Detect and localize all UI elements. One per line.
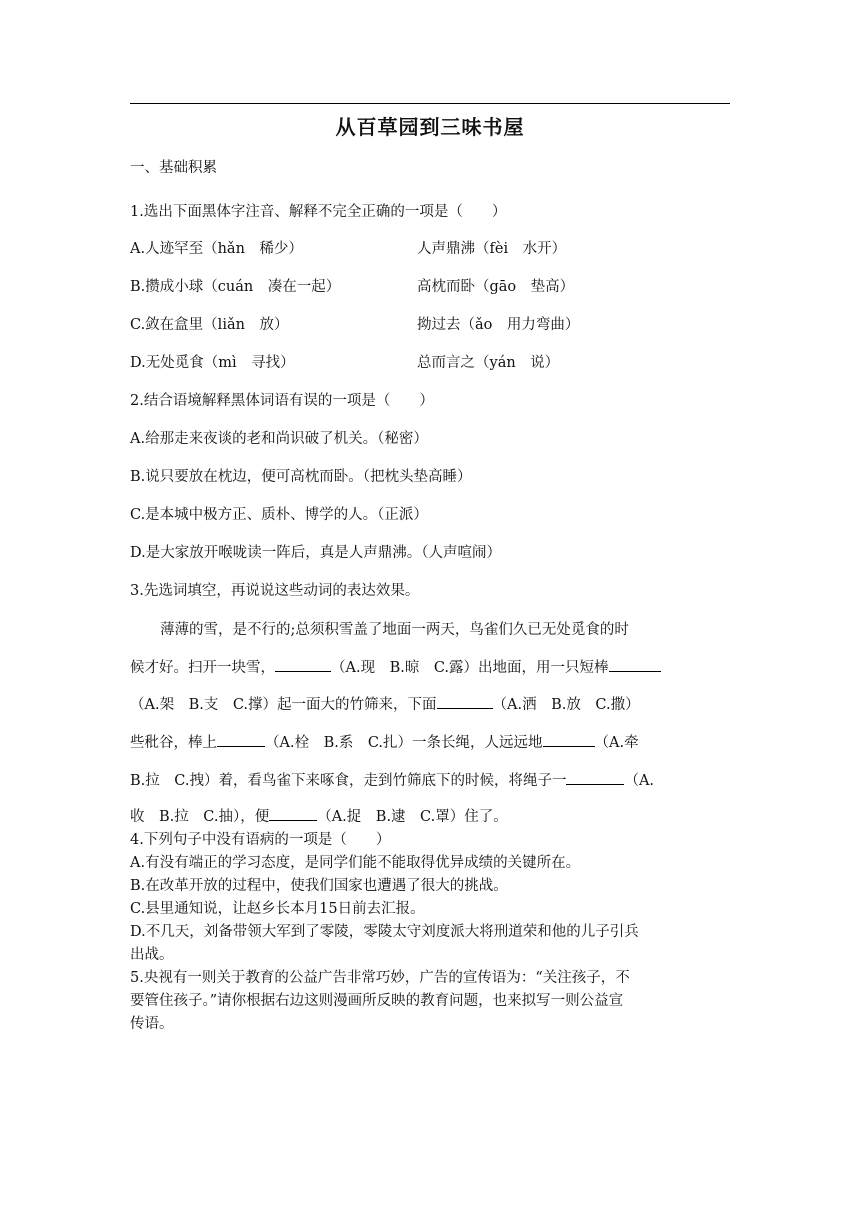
question-5-line-1: 5.央视有一则关于教育的公益广告非常巧妙，广告的宣传语为：“关注孩子，不	[130, 970, 630, 986]
fill-blank[interactable]	[437, 694, 493, 709]
question-2-stem: 2.结合语境解释黑体词语有误的一项是（ ）	[130, 393, 434, 409]
q4-option-b: B.在改革开放的过程中，使我们国家也遭遇了很大的挑战。	[130, 878, 508, 894]
q1-option-a-right: 人声鼎沸（fèi 水开）	[417, 241, 567, 257]
question-5-line-3: 传语。	[130, 1016, 174, 1032]
q4-option-a: A.有没有端正的学习态度，是同学们能不能取得优异成绩的关键所在。	[130, 855, 581, 871]
q3-text: 收 B.拉 C.抽），便	[130, 809, 270, 825]
q3-text: （A.现 B.晾 C.露）出地面，用一只短棒	[331, 660, 609, 676]
question-1-stem: 1.选出下面黑体字注音、解释不完全正确的一项是（ ）	[130, 204, 507, 220]
q2-option-d: D.是大家放开喉咙读一阵后，真是人声鼎沸。（人声喧闹）	[130, 545, 501, 561]
q3-passage-line-1: 薄薄的雪，是不行的;总须积雪盖了地面一两天，鸟雀们久已无处觅食的时	[160, 622, 629, 638]
header-rule	[130, 103, 730, 104]
q3-passage-line-2	[130, 657, 661, 678]
q3-text: B.拉 C.拽）着，看鸟雀下来啄食，走到竹筛底下的时候，将绳子一	[130, 773, 567, 789]
fill-blank[interactable]	[543, 732, 595, 747]
page-title: 从百草园到三味书屋	[335, 115, 525, 139]
q3-text: （A.	[624, 773, 655, 789]
q1-option-c-left: C.敛在盒里（liǎn 放）	[130, 317, 289, 333]
q1-option-a-left: A.人迹罕至（hǎn 稀少）	[130, 241, 303, 257]
q2-option-c: C.是本城中极方正、质朴、博学的人。（正派）	[130, 507, 428, 523]
fill-blank[interactable]	[609, 657, 661, 672]
q3-passage-line-6	[130, 806, 508, 827]
q3-text: （A.架 B.支 C.撑）起一面大的竹筛来，下面	[130, 697, 437, 713]
fill-blank[interactable]	[269, 806, 317, 821]
q4-option-c: C.县里通知说，让赵乡长本月15日前去汇报。	[130, 901, 425, 917]
question-3-stem: 3.先选词填空，再说说这些动词的表达效果。	[130, 583, 420, 599]
q1-option-b-right: 高枕而卧（gāo 垫高）	[417, 279, 575, 295]
q2-option-b: B.说只要放在枕边，便可高枕而卧。（把枕头垫高睡）	[130, 469, 472, 485]
q3-text: 候才好。扫开一块雪，	[130, 660, 275, 676]
fill-blank[interactable]	[275, 657, 331, 672]
q3-passage-line-4	[130, 732, 639, 753]
question-5-line-2: 要管住孩子。”请你根据右边这则漫画所反映的教育问题，也来拟写一则公益宣	[130, 993, 624, 1009]
q4-option-d-cont: 出战。	[130, 947, 174, 963]
q3-text: （A.捉 B.逮 C.罩）住了。	[317, 809, 508, 825]
q1-option-b-left: B.攒成小球（cuán 凑在一起）	[130, 279, 341, 295]
q3-text: （A.洒 B.放 C.撒）	[492, 697, 640, 713]
fill-blank[interactable]	[217, 732, 265, 747]
q3-passage-line-5	[130, 770, 654, 791]
section-heading: 一、基础积累	[130, 160, 217, 176]
q1-option-d-left: D.无处觅食（mì 寻找）	[130, 355, 295, 371]
q4-option-d: D.不几天，刘备带领大军到了零陵，零陵太守刘度派大将刑道荣和他的儿子引兵	[130, 924, 639, 940]
question-4-stem: 4.下列句子中没有语病的一项是（ ）	[130, 832, 391, 848]
q2-option-a: A.给那走来夜谈的老和尚识破了机关。（秘密）	[130, 431, 428, 447]
q3-text: （A.牵	[594, 735, 639, 751]
q3-passage-line-3	[130, 694, 640, 715]
q1-option-c-right: 拗过去（ǎo 用力弯曲）	[417, 317, 580, 333]
q1-option-d-right: 总而言之（yán 说）	[417, 355, 560, 371]
q3-text: （A.栓 B.系 C.扎）一条长绳，人远远地	[265, 735, 543, 751]
q3-text: 些秕谷，棒上	[130, 735, 217, 751]
fill-blank[interactable]	[566, 770, 624, 785]
